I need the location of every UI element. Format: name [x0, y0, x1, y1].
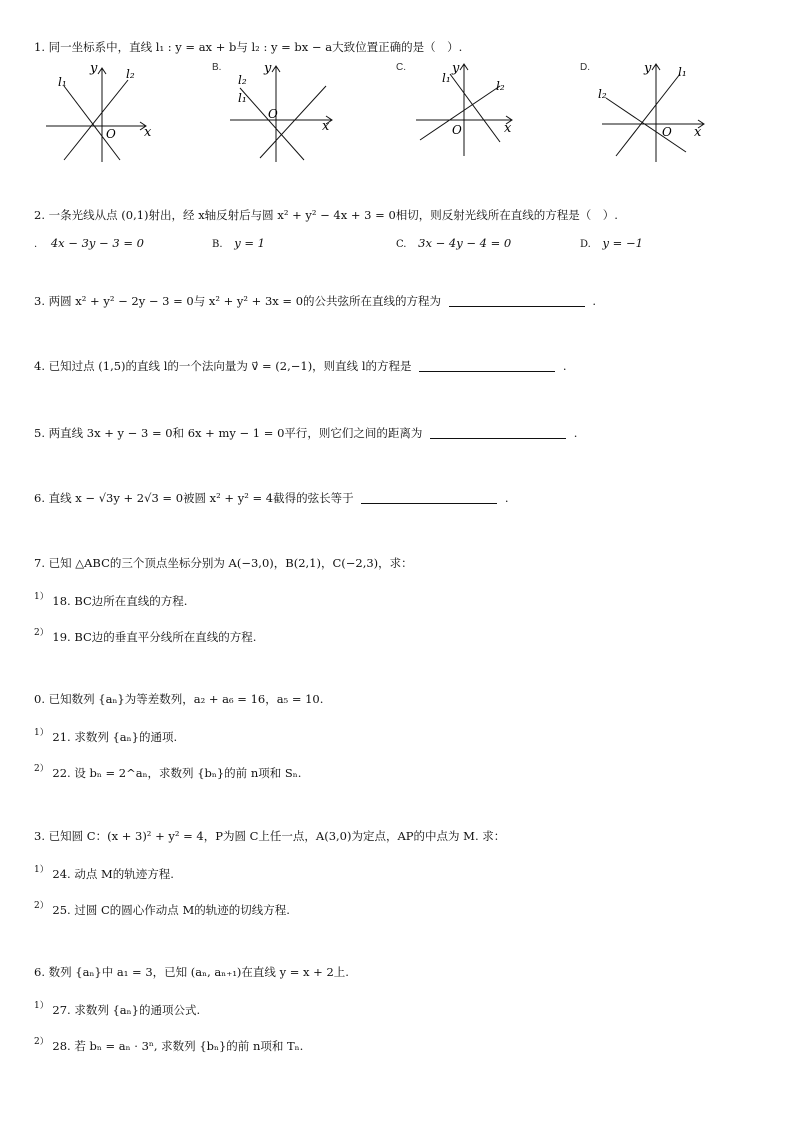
q7-stem: 7. 已知 △ABC的三个顶点坐标分别为 A(−3,0)，B(2,1)，C(−2,3)，求：: [34, 556, 413, 570]
q3-end: .: [592, 294, 597, 308]
axis-label-y: y: [90, 62, 98, 76]
q10-stem: 6. 数列 {aₙ}中 a₁ = 3，已知 (aₙ, aₙ₊₁)在直线 y = x + 2上.: [34, 965, 349, 979]
origin-label: O: [268, 107, 278, 121]
q1-option-b: [212, 62, 372, 172]
origin-label: O: [452, 123, 462, 137]
q1-graph-c: [396, 62, 556, 172]
q9-stem: 3. 已知圆 C：(x + 3)² + y² = 4，P为圆 C上任一点，A(3,0)为定点，AP的中点为 M. 求：: [34, 829, 506, 843]
part-text: 22. 设 bₙ = 2^aₙ，求数列 {bₙ}的前 n项和 Sₙ.: [52, 766, 302, 780]
q4-answer-blank[interactable]: [419, 359, 555, 372]
part-mark: 2）: [34, 764, 49, 774]
q2-stem: 2. 一条光线从点 (0,1)射出，经 x轴反射后与圆 x² + y² − 4x + 3 = 0相切，则反射光线所在直线的方程是（ ）.: [34, 208, 618, 222]
part-text: 25. 过圆 C的圆心作动点 M的轨迹的切线方程.: [52, 903, 290, 917]
q2-option-a-label: .: [34, 239, 38, 250]
line-label-l1: l₁: [442, 71, 451, 85]
q2-option-b: [212, 236, 265, 252]
line-label-l2: l₂: [496, 79, 505, 93]
part-text: 28. 若 bₙ = aₙ · 3ⁿ, 求数列 {bₙ}的前 n项和 Tₙ.: [52, 1039, 304, 1053]
line-l1: [616, 74, 680, 156]
q9-part-1: [34, 863, 174, 881]
part-mark: 1）: [34, 1001, 49, 1011]
q3-line: [34, 294, 596, 308]
q2-option-d-text: y = −1: [602, 236, 643, 250]
q1-graph-d: [580, 62, 740, 172]
line-l2: [606, 98, 686, 152]
q2-option-d-label: D.: [580, 239, 591, 250]
line-label-l1: l₁: [58, 75, 67, 89]
part-text: 24. 动点 M的轨迹方程.: [52, 867, 174, 881]
q3-stem: 3. 两圆 x² + y² − 2y − 3 = 0与 x² + y² + 3x = 0的公共弦所在直线的方程为: [34, 294, 442, 308]
part-mark: 2）: [34, 901, 49, 911]
part-mark: 2）: [34, 1037, 49, 1047]
q1-option-d-label: D.: [580, 62, 590, 73]
axis-label-y: y: [264, 62, 272, 76]
q1-graph-a: [34, 62, 194, 172]
axis-label-x: x: [144, 125, 152, 140]
line-label-l2: l₂: [238, 73, 247, 87]
axis-label-y: y: [644, 62, 652, 76]
q1-option-a: [34, 62, 194, 172]
part-mark: 1）: [34, 728, 49, 738]
q5-end: .: [573, 426, 578, 440]
part-text: 19. BC边的垂直平分线所在直线的方程.: [52, 630, 257, 644]
part-text: 27. 求数列 {aₙ}的通项公式.: [52, 1003, 201, 1017]
origin-label: O: [662, 125, 672, 139]
q2-option-c-label: C.: [396, 239, 407, 250]
axis-label-x: x: [694, 125, 702, 140]
line-label-l1: l₁: [238, 91, 247, 105]
line-label-l1: l₁: [678, 65, 687, 79]
q1-graph-b: [212, 62, 372, 172]
q4-stem: 4. 已知过点 (1,5)的直线 l的一个法向量为 v⃗ = (2,−1)，则直线 l的方程是: [34, 359, 412, 373]
q5-stem: 5. 两直线 3x + y − 3 = 0和 6x + my − 1 = 0平行，则它们之间的距离为: [34, 426, 423, 440]
part-text: 21. 求数列 {aₙ}的通项.: [52, 730, 178, 744]
q1-option-c-label: C.: [396, 62, 406, 73]
q3-answer-blank[interactable]: [449, 294, 585, 307]
q8-stem: 0. 已知数列 {aₙ}为等差数列，a₂ + a₆ = 16，a₅ = 10.: [34, 692, 324, 706]
part-text: 18. BC边所在直线的方程.: [52, 594, 188, 608]
q7-part-2: [34, 626, 256, 644]
origin-label: O: [106, 127, 116, 141]
q8-part-1: [34, 726, 177, 744]
q6-answer-blank[interactable]: [361, 491, 497, 504]
q5-line: [34, 426, 577, 440]
q8-part-2: [34, 762, 301, 780]
q1-option-b-label: B.: [212, 62, 222, 73]
part-mark: 1）: [34, 592, 49, 602]
line-l2: [64, 80, 128, 160]
q2-option-a: [34, 236, 144, 252]
q2-option-a-text: 4x − 3y − 3 = 0: [50, 236, 144, 250]
q1-option-d: [580, 62, 740, 172]
q2-option-c-text: 3x − 4y − 4 = 0: [418, 236, 512, 250]
q1-stem: 1. 同一坐标系中，直线 l₁ : y = ax + b与 l₂ : y = bx − a大致位置正确的是（ ）.: [34, 40, 463, 54]
q2-option-b-label: B.: [212, 239, 223, 250]
q6-line: [34, 491, 509, 505]
line-label-l2: l₂: [598, 87, 607, 101]
q9-part-2: [34, 899, 290, 917]
part-mark: 1）: [34, 865, 49, 875]
q4-end: .: [562, 359, 567, 373]
q4-line: [34, 359, 566, 373]
q2-option-d: [580, 236, 643, 252]
q6-stem: 6. 直线 x − √3y + 2√3 = 0被圆 x² + y² = 4截得的弦长等于: [34, 491, 354, 505]
q1-option-c: [396, 62, 556, 172]
q5-answer-blank[interactable]: [430, 426, 566, 439]
q2-option-b-text: y = 1: [234, 236, 265, 250]
line-l1: [240, 88, 304, 160]
axis-label-y: y: [452, 62, 460, 76]
q6-end: .: [504, 491, 509, 505]
axis-label-x: x: [504, 121, 512, 136]
line-label-l2: l₂: [126, 67, 135, 81]
q10-part-2: [34, 1035, 303, 1053]
q10-part-1: [34, 999, 200, 1017]
q7-part-1: [34, 590, 187, 608]
q2-option-c: [396, 236, 511, 252]
axis-label-x: x: [322, 119, 330, 134]
part-mark: 2）: [34, 628, 49, 638]
